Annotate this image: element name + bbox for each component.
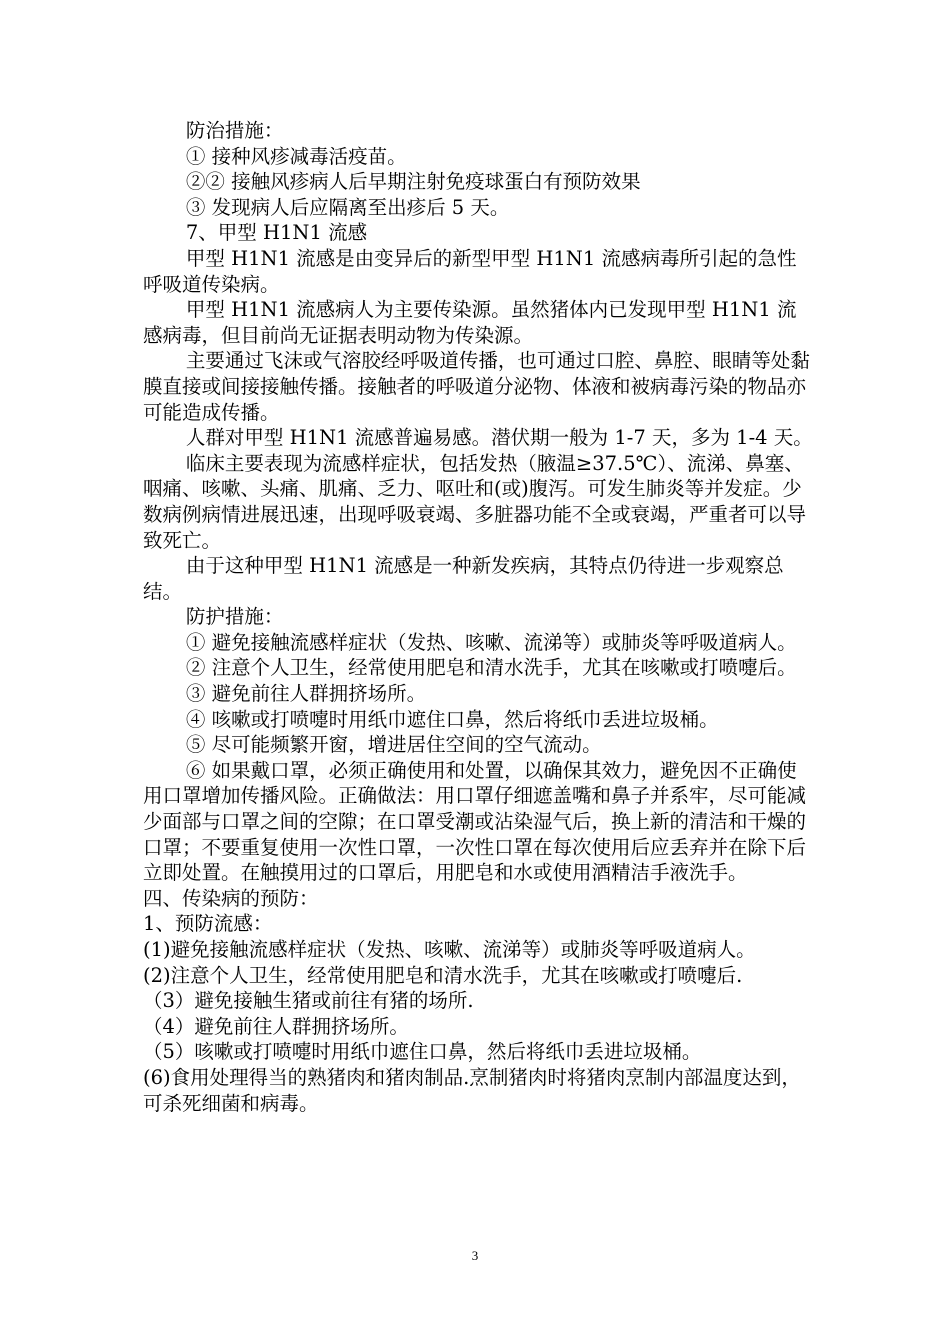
list-item-flu-4: （4）避免前往人群拥挤场所。 <box>143 1014 409 1038</box>
paragraph-h1n1-transmission: 主要通过飞沫或气溶胶经呼吸道传播，也可通过口腔、鼻腔、眼睛等处黏膜直接或间接接触传播。接触者的呼吸道分泌物、体液和被病毒污染的物品亦可能造成传播。 <box>143 349 810 424</box>
list-item-flu-2: (2)注意个人卫生，经常使用肥皂和清水洗手，尤其在咳嗽或打喷嚏后. <box>143 963 743 987</box>
paragraph-h1n1-symptoms: 临床主要表现为流感样症状，包括发热（腋温≥37.5℃）、流涕、鼻塞、咽痛、咳嗽、头痛、肌痛、乏力、呕吐和(或)腹泻。可发生肺炎等并发症。少数病例病情进展迅速，出现呼吸衰竭、多脏器功能不全或衰竭，严重者可以导致死亡。 <box>143 451 807 552</box>
section-heading-prevention: 四、传染病的预防： <box>143 886 319 910</box>
paragraph-h1n1-observation: 由于这种甲型 H1N1 流感是一种新发疾病，其特点仍待进一步观察总结。 <box>143 554 784 603</box>
paragraph-protection-3: ③ 避免前往人群拥挤场所。 <box>185 682 427 706</box>
paragraph-h1n1-incubation: 人群对甲型 H1N1 流感普遍易感。潜伏期一般为 1-7 天，多为 1-4 天。 <box>185 426 813 450</box>
paragraph-protection-4: ④ 咳嗽或打喷嚏时用纸巾遮住口鼻，然后将纸巾丢进垃圾桶。 <box>185 707 719 731</box>
paragraph-prevention-heading: 防治措施： <box>185 119 284 142</box>
subsection-heading-flu: 1、预防流感： <box>143 912 273 936</box>
page-number: 3 <box>471 1248 479 1263</box>
paragraph-protection-1: ① 避免接触流感样症状（发热、咳嗽、流涕等）或肺炎等呼吸道病人。 <box>185 630 797 654</box>
list-item-flu-6: (6)食用处理得当的熟猪肉和猪肉制品.烹制猪肉时将猪肉烹制内部温度达到，可杀死细菌和病毒。 <box>143 1065 801 1115</box>
paragraph-measure-1: ① 接种风疹减毒活疫苗。 <box>185 144 407 168</box>
list-item-flu-5: （5）咳嗽或打喷嚏时用纸巾遮住口鼻，然后将纸巾丢进垃圾桶。 <box>143 1040 702 1064</box>
list-item-flu-3: （3）避免接触生猪或前往有猪的场所. <box>143 989 474 1013</box>
paragraph-protection-6: ⑥ 如果戴口罩，必须正确使用和处置，以确保其效力，避免因不正确使用口罩增加传播风险。正确做法：用口罩仔细遮盖嘴和鼻子并系牢，尽可能减少面部与口罩之间的空隙；在口罩受潮或沾染湿气后，换上新的清洁和干燥的口罩；不要重复使用一次性口罩，一次性口罩在每次使用后应丢弃并在除下后立即处置。在触摸用过的口罩后，用肥皂和水或使用酒精洁手液洗手。 <box>143 758 807 885</box>
list-item-flu-1: (1)避免接触流感样症状（发热、咳嗽、流涕等）或肺炎等呼吸道病人。 <box>143 938 756 961</box>
paragraph-protection-5: ⑤ 尽可能频繁开窗，增进居住空间的空气流动。 <box>185 733 602 757</box>
paragraph-h1n1-definition: 甲型 H1N1 流感是由变异后的新型甲型 H1N1 流感病毒所引起的急性呼吸道传染病。 <box>143 246 797 296</box>
paragraph-protection-2: ② 注意个人卫生，经常使用肥皂和清水洗手，尤其在咳嗽或打喷嚏后。 <box>185 656 797 680</box>
paragraph-protection-heading: 防护措施： <box>185 605 284 629</box>
paragraph-measure-2: ②② 接触风疹病人后早期注射免疫球蛋白有预防效果 <box>185 170 641 194</box>
paragraph-measure-3: ③ 发现病人后应隔离至出疹后 5 天。 <box>185 195 510 219</box>
document-body <box>143 118 815 1116</box>
paragraph-h1n1-source: 甲型 H1N1 流感病人为主要传染源。虽然猪体内已发现甲型 H1N1 流感病毒，但目前尚无证据表明动物为传染源。 <box>143 298 797 347</box>
section-heading-h1n1: 7、甲型 H1N1 流感 <box>185 221 368 245</box>
